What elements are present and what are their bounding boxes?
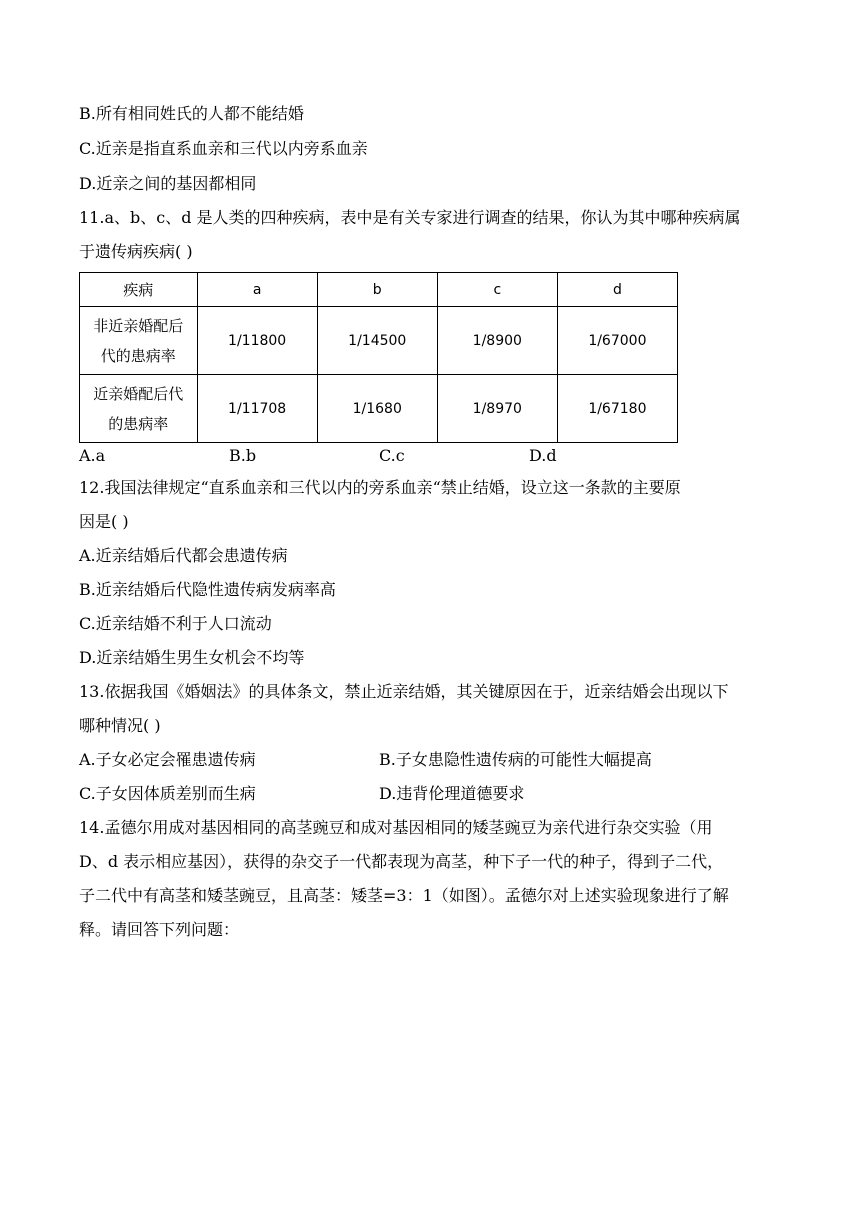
q12-option-b: B.近亲结婚后代隐性遗传病发病率高 xyxy=(79,580,336,599)
table-header-cell: 疾病 xyxy=(80,273,198,307)
q13-option-c: C.子女因体质差别而生病 xyxy=(79,784,256,803)
q13-stem-line-1: 13.依据我国《婚姻法》的具体条文，禁止近亲结婚，其关键原因在于，近亲结婚会出现以下 xyxy=(79,682,729,701)
row-label-line: 代的患病率 xyxy=(100,346,176,365)
table-cell: 1/14500 xyxy=(317,307,437,375)
disease-rate-table xyxy=(79,272,678,443)
row-label-line: 的患病率 xyxy=(108,414,169,433)
table-cell: 1/67180 xyxy=(557,375,677,443)
table-cell: 1/8970 xyxy=(437,375,557,443)
q12-option-a: A.近亲结婚后代都会患遗传病 xyxy=(79,546,288,565)
q11-option-a: A.a xyxy=(79,446,106,465)
row-label-line: 近亲婚配后代 xyxy=(93,384,184,403)
q12-option-c: C.近亲结婚不利于人口流动 xyxy=(79,614,272,633)
q10-option-c: C.近亲是指直系血亲和三代以内旁系血亲 xyxy=(79,139,368,158)
q13-option-a: A.子女必定会罹患遗传病 xyxy=(79,750,256,769)
table-row xyxy=(80,307,678,375)
table-cell: 1/67000 xyxy=(557,307,677,375)
table-cell: 1/11708 xyxy=(197,375,317,443)
table-header-cell: d xyxy=(557,273,677,307)
q14-stem-line-4: 释。请回答下列问题： xyxy=(79,920,240,939)
q14-stem-line-3: 子二代中有高茎和矮茎豌豆，且高茎：矮茎=3：1（如图）。孟德尔对上述实验现象进行了解 xyxy=(79,886,729,905)
table-header-row xyxy=(80,273,678,307)
q10-option-d: D.近亲之间的基因都相同 xyxy=(79,174,257,193)
table-header-cell: c xyxy=(437,273,557,307)
q13-stem-line-2: 哪种情况( ) xyxy=(79,716,161,735)
row-label xyxy=(80,307,198,375)
q12-stem-line-2: 因是( ) xyxy=(79,512,129,531)
table-cell: 1/11800 xyxy=(197,307,317,375)
row-label-line: 非近亲婚配后 xyxy=(93,316,184,335)
q11-stem-line-1: 11.a、b、c、d 是人类的四种疾病，表中是有关专家进行调查的结果，你认为其中哪种疾病属 xyxy=(79,208,741,227)
q13-option-d: D.违背伦理道德要求 xyxy=(379,784,525,803)
q14-stem-line-2: D、d 表示相应基因），获得的杂交子一代都表现为高茎，种下子一代的种子，得到子二代， xyxy=(79,852,724,871)
table-header-cell: b xyxy=(317,273,437,307)
table-header-cell: a xyxy=(197,273,317,307)
q11-option-b: B.b xyxy=(229,446,257,465)
q12-stem-line-1: 12.我国法律规定“直系血亲和三代以内的旁系血亲“禁止结婚，设立这一条款的主要原 xyxy=(79,478,681,497)
table-cell: 1/8900 xyxy=(437,307,557,375)
table-cell: 1/1680 xyxy=(317,375,437,443)
q14-stem-line-1: 14.孟德尔用成对基因相同的高茎豌豆和成对基因相同的矮茎豌豆为亲代进行杂交实验（用 xyxy=(79,818,713,837)
table-row xyxy=(80,375,678,443)
q11-stem-line-2: 于遗传病疾病( ) xyxy=(79,242,193,261)
q13-option-b: B.子女患隐性遗传病的可能性大幅提高 xyxy=(379,750,652,769)
q12-option-d: D.近亲结婚生男生女机会不均等 xyxy=(79,648,305,667)
q11-option-c: C.c xyxy=(379,446,405,465)
q11-option-d: D.d xyxy=(529,446,557,465)
row-label xyxy=(80,375,198,443)
q10-option-b: B.所有相同姓氏的人都不能结婚 xyxy=(79,104,304,123)
